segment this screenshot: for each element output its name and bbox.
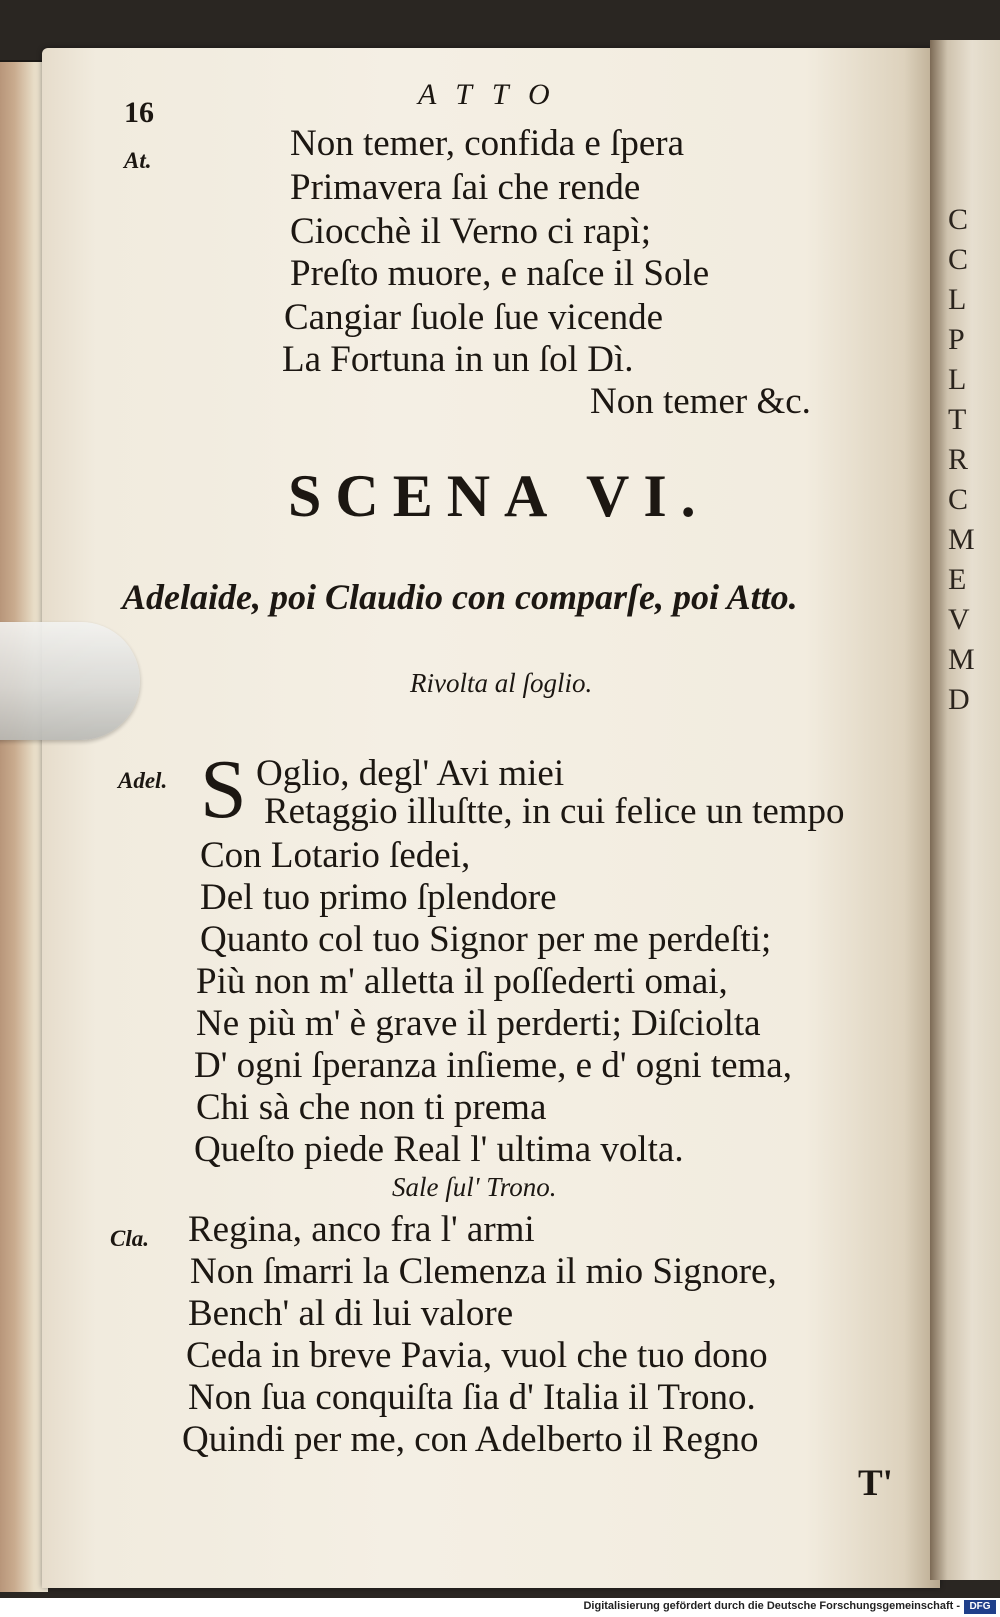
verse-line: La Fortuna in un ſol Dì. — [282, 339, 634, 380]
scene-title: SCENA VI. — [288, 463, 710, 529]
verse-line: Oglio, degl' Avi miei — [256, 753, 565, 794]
drop-cap: S — [200, 743, 247, 836]
page-stack-edge — [0, 62, 48, 1592]
facing-page-fragments: C C L P L T R C M E V M D — [948, 203, 975, 716]
stage-direction: Rivolta al ſoglio. — [410, 668, 593, 698]
catchword: T' — [858, 1463, 893, 1504]
verse-line: Regina, anco fra l' armi — [188, 1209, 535, 1250]
speaker-claudio: Cla. — [110, 1226, 149, 1251]
verse-line: Ceda in breve Pavia, vuol che tuo dono — [186, 1335, 768, 1376]
verse-line: Non ſua conquiſta ſia d' Italia il Trono. — [188, 1377, 756, 1418]
verse-line: Ne più m' è grave il perderti; Diſciolta — [196, 1003, 761, 1044]
stage-direction: Sale ſul' Trono. — [392, 1172, 557, 1202]
verse-line: Preſto muore, e naſce il Sole — [290, 253, 710, 294]
verse-line: Queſto piede Real l' ultima volta. — [194, 1129, 684, 1170]
digitization-credit: Digitalisierung gefördert durch die Deutsche Forschungsgemeinschaft - — [583, 1600, 960, 1612]
bookmark-strip — [0, 622, 140, 740]
scene-persons: Adelaide, poi Claudio con comparſe, poi Atto. — [122, 577, 798, 617]
verse-line: Del tuo primo ſplendore — [200, 877, 557, 918]
verse-line: Con Lotario ſedei, — [200, 835, 471, 876]
verse-line: Quindi per me, con Adelberto il Regno — [182, 1419, 759, 1460]
verse-line: Non ſmarri la Clemenza il mio Signore, — [190, 1251, 777, 1292]
verse-line: Ciocchè il Verno ci rapì; — [290, 211, 651, 252]
running-header: ATTO — [418, 78, 570, 111]
verse-line: Primavera ſai che rende — [290, 167, 641, 208]
verse-line: Bench' al di lui valore — [188, 1293, 514, 1334]
speaker-adelaide: Adel. — [118, 768, 168, 793]
verse-line: Cangiar ſuole ſue vicende — [284, 297, 664, 338]
verse-line: Quanto col tuo Signor per me perdeſti; — [200, 919, 772, 960]
refrain-line: Non temer &c. — [590, 381, 811, 422]
verse-line: Più non m' alletta il poſſederti omai, — [196, 961, 728, 1002]
verse-line: D' ogni ſperanza inſieme, e d' ogni tema, — [194, 1045, 792, 1086]
verse-line: Chi sà che non ti prema — [196, 1087, 547, 1128]
dfg-logo: DFG — [964, 1600, 996, 1614]
verse-line: Non temer, confida e ſpera — [290, 123, 685, 164]
page-number: 16 — [124, 96, 154, 129]
facing-page-edge — [930, 40, 1000, 1580]
speaker-atto: At. — [124, 148, 152, 173]
verse-line: Retaggio illuſtte, in cui felice un tempo — [264, 791, 845, 832]
